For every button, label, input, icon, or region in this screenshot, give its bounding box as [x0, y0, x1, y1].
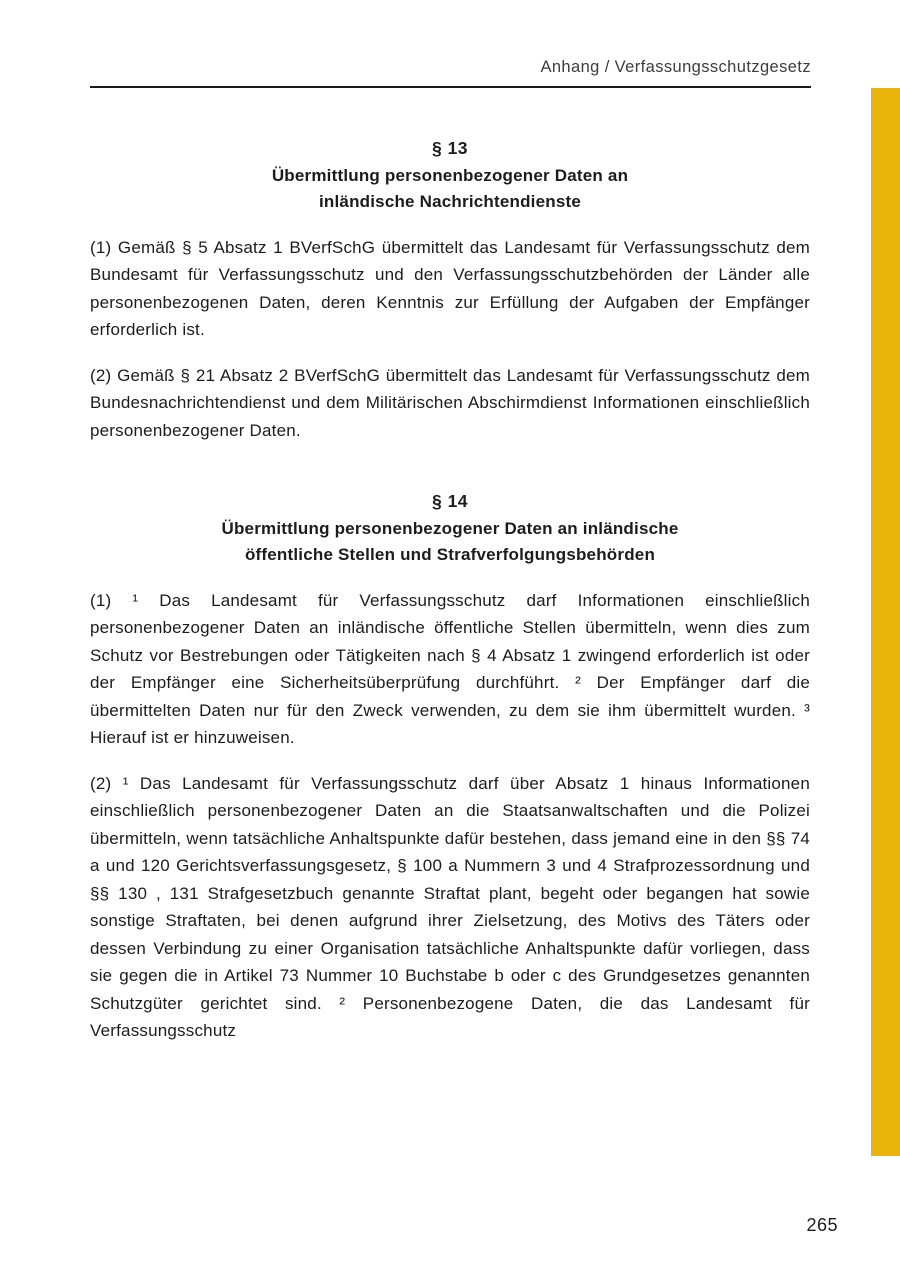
section-13 — [90, 135, 810, 444]
section-title — [90, 163, 810, 216]
document-body — [90, 135, 810, 1045]
accent-bar — [871, 88, 900, 1156]
paragraph: (1) ¹ Das Landesamt für Verfassungsschutz darf Informationen einschließlich personenbezogener Daten an inländische öffentliche Stellen übermitteln, wenn dies zum Schutz vor Bestrebungen oder Tätigkeiten nach § 4 Absatz 1 zwingend erforderlich ist oder der Empfänger eine Sicherheitsüberprüfung durchführt. ² Der Empfänger darf die übermittelten Daten nur für den Zweck verwenden, zu dem sie ihm übermittelt wurden. ³ Hierauf ist er hinzuweisen. — [90, 590, 810, 747]
page-number: 265 — [806, 1215, 838, 1235]
paragraph: (1) Gemäß § 5 Absatz 1 BVerfSchG übermittelt das Landesamt für Verfassungsschutz dem Bundesamt für Verfassungsschutz und den Verfassungsschutzbehörden der Länder alle personenbezogenen Daten, deren Kenntnis zur Erfüllung der Aufgaben der Empfänger erforderlich ist. — [90, 237, 810, 339]
section-title-line: Übermittlung personenbezogener Daten an — [271, 165, 629, 185]
running-head: Anhang / Verfassungsschutzgesetz — [90, 58, 811, 88]
section-title-line: öffentliche Stellen und Strafverfolgungsbehörden — [244, 545, 656, 564]
section-title-line: Übermittlung personenbezogener Daten an inländische — [221, 518, 679, 538]
section-number: § 14 — [431, 491, 469, 511]
section-13-heading — [90, 135, 810, 216]
section-title-line: inländische Nachrichtendienste — [318, 192, 581, 211]
page-header — [90, 0, 811, 88]
paragraph: (2) Gemäß § 21 Absatz 2 BVerfSchG übermittelt das Landesamt für Verfassungsschutz dem Bundesnachrichtendienst und dem Militärischen Abschirmdienst Informationen einschließlich personenbezogener Daten. — [90, 365, 810, 440]
section-14-heading — [90, 488, 810, 569]
paragraph: (2) ¹ Das Landesamt für Verfassungsschutz darf über Absatz 1 hinaus Informationen einschließlich personenbezogener Daten an die Staatsanwaltschaften und die Polizei übermitteln, wenn tatsächliche Anhaltspunkte dafür bestehen, dass jemand eine in den §§ 74 a und 120 Gerichtsverfassungsgesetz, § 100 a Nummern 3 und 4 Strafprozessordnung und §§ 130 , 131 Strafgesetzbuch genannte Straftat plant, begeht oder begangen hat sowie sonstige Straftaten, bei denen aufgrund ihrer Zielsetzung, des Motivs des Täters oder dessen Verbindung zu einer Organisation tatsächliche Anhaltspunkte dafür vorliegen, dass sie gegen die in Artikel 73 Nummer 10 Buchstabe b oder c des Grundgesetzes genannten Schutzgüter gerichtet sind. ² Personenbezogene Daten, die das Landesamt für Verfassungsschutz — [90, 773, 810, 1040]
section-14 — [90, 488, 810, 1045]
section-number: § 13 — [431, 138, 469, 158]
section-title — [90, 516, 810, 569]
